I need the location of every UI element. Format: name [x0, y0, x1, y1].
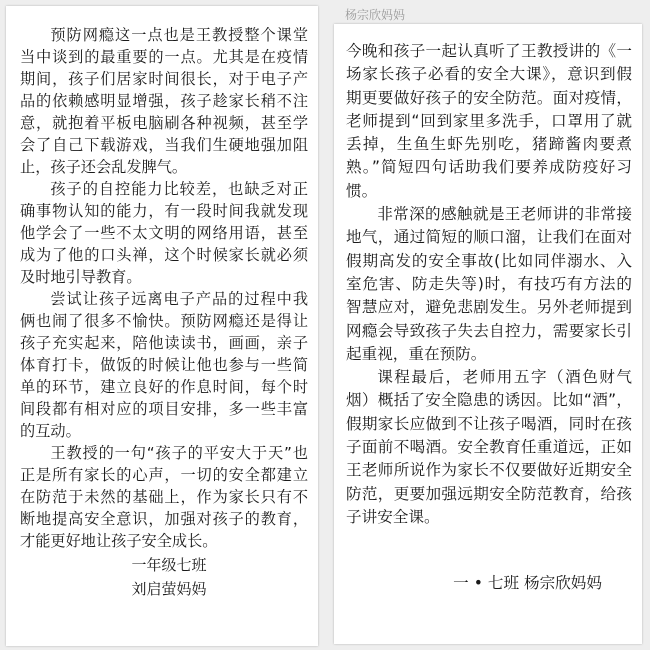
left-class-line: 一年级七班 [131, 556, 207, 574]
left-paragraph-4: 王教授的一句“孩子的平安大于天”也正是所有家长的心声，一切的安全都建立在防范于未然的基础上，作为家长只有不断地提高安全意识，加强对孩子的教育，才能更好地让孩子安全成长。 [20, 444, 308, 550]
left-paragraph-3: 尝试让孩子远离电子产品的过程中我俩也闹了很多不愉快。预防网瘾还是得让孩子充实起来，陪他读读书，画画，亲子体育打卡，做饭的时候让他也参与一些简单的环节，建立良好的作息时间，每个时间段都有相对应的项目安排，多一些丰富的互动。 [20, 290, 308, 440]
right-paragraph-3: 课程最后，老师用五字（酒色财气烟）概括了安全隐患的诱因。比如“酒”，假期家长应做到不让孩子喝酒，同时在孩子面前不喝酒。安全教育任重道远，正如王老师所说作为家长不仅要做好近期安全防范，更要加强远期安全防范教育，给孩子讲安全课。 [346, 368, 632, 526]
right-post-watermark: 杨宗欣妈妈 [345, 8, 406, 22]
left-paragraph-2: 孩子的自控能力比较差，也缺乏对正确事物认知的能力，有一段时间我就发现他学会了一些不太文明的网络用语，甚至成为了他的口头禅，这个时候家长就必须及时地引导教育。 [20, 180, 308, 286]
right-paragraph-2: 非常深的感触就是王老师讲的非常接地气，通过简短的顺口溜，让我们在面对假期高发的安全事故(比如同伴溺水、入室危害、防走失等)时，有技巧有方法的智慧应对，避免悲剧发生。另外老师提到网瘾会导致孩子失去自控力，需要家长引起重视，重在预防。 [346, 205, 632, 363]
left-author: 刘启萤妈妈 [131, 580, 207, 598]
right-post-card [334, 24, 642, 644]
left-paragraph-1: 预防网瘾这一点也是王教授整个课堂当中谈到的最重要的一点。尤其是在疫情期间，孩子们居家时间很长，对于电子产品的依赖感明显增强，孩子趁家长稍不注意，就抱着平板电脑刷各种视频，甚至学会了自己下载游戏，当我们生硬地强加阻止，孩子还会乱发脾气。 [20, 26, 308, 176]
left-post-card [6, 6, 318, 646]
right-signature: 一 • 七班 杨宗欣妈妈 [453, 574, 602, 593]
right-paragraph-1: 今晚和孩子一起认真听了王教授讲的《一场家长孩子必看的安全大课》，意识到假期更要做好孩子的安全防范。面对疫情，老师提到“回到家里多洗手，口罩用了就丢掉，生鱼生虾先别吃，猪蹄酱肉要煮熟。”简短四句话助我们要养成防疫好习惯。 [346, 42, 632, 200]
